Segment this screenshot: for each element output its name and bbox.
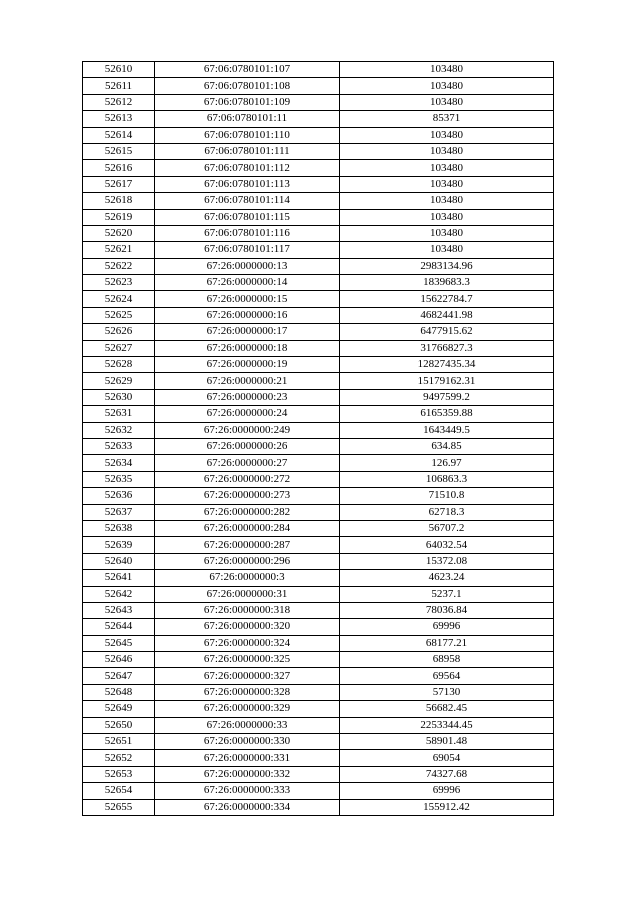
value-cell: 1839683.3 [340, 275, 554, 291]
row-number-cell: 52617 [83, 176, 155, 192]
value-cell: 106863.3 [340, 471, 554, 487]
row-number-cell: 52638 [83, 520, 155, 536]
cadastral-number-cell: 67:26:0000000:328 [155, 684, 340, 700]
cadastral-number-cell: 67:26:0000000:21 [155, 373, 340, 389]
row-number-cell: 52641 [83, 570, 155, 586]
value-cell: 103480 [340, 193, 554, 209]
value-cell: 31766827.3 [340, 340, 554, 356]
cadastral-number-cell: 67:26:0000000:273 [155, 488, 340, 504]
row-number-cell: 52646 [83, 652, 155, 668]
value-cell: 6477915.62 [340, 324, 554, 340]
row-number-cell: 52620 [83, 225, 155, 241]
table-row [83, 750, 554, 766]
row-number-cell: 52630 [83, 389, 155, 405]
cadastral-number-cell: 67:26:0000000:13 [155, 258, 340, 274]
row-number-cell: 52639 [83, 537, 155, 553]
cadastral-number-cell: 67:06:0780101:108 [155, 78, 340, 94]
table-row [83, 127, 554, 143]
row-number-cell: 52635 [83, 471, 155, 487]
row-number-cell: 52648 [83, 684, 155, 700]
cadastral-number-cell: 67:06:0780101:11 [155, 111, 340, 127]
value-cell: 2253344.45 [340, 717, 554, 733]
row-number-cell: 52614 [83, 127, 155, 143]
cadastral-number-cell: 67:26:0000000:249 [155, 422, 340, 438]
row-number-cell: 52612 [83, 94, 155, 110]
table-row [83, 78, 554, 94]
row-number-cell: 52634 [83, 455, 155, 471]
value-cell: 103480 [340, 225, 554, 241]
row-number-cell: 52629 [83, 373, 155, 389]
cadastral-number-cell: 67:26:0000000:27 [155, 455, 340, 471]
cadastral-number-cell: 67:06:0780101:112 [155, 160, 340, 176]
cadastral-number-cell: 67:06:0780101:114 [155, 193, 340, 209]
cadastral-number-cell: 67:26:0000000:334 [155, 799, 340, 815]
value-cell: 56682.45 [340, 701, 554, 717]
table-row [83, 373, 554, 389]
row-number-cell: 52626 [83, 324, 155, 340]
table-row [83, 701, 554, 717]
row-number-cell: 52653 [83, 766, 155, 782]
row-number-cell: 52619 [83, 209, 155, 225]
row-number-cell: 52649 [83, 701, 155, 717]
row-number-cell: 52616 [83, 160, 155, 176]
row-number-cell: 52625 [83, 307, 155, 323]
cadastral-number-cell: 67:26:0000000:327 [155, 668, 340, 684]
cadastral-value-table [82, 61, 554, 816]
table-row [83, 357, 554, 373]
cadastral-number-cell: 67:06:0780101:116 [155, 225, 340, 241]
value-cell: 15622784.7 [340, 291, 554, 307]
value-cell: 2983134.96 [340, 258, 554, 274]
cadastral-number-cell: 67:26:0000000:331 [155, 750, 340, 766]
cadastral-number-cell: 67:26:0000000:296 [155, 553, 340, 569]
table-row [83, 111, 554, 127]
row-number-cell: 52623 [83, 275, 155, 291]
value-cell: 103480 [340, 160, 554, 176]
value-cell: 85371 [340, 111, 554, 127]
table-row [83, 340, 554, 356]
table-row [83, 455, 554, 471]
row-number-cell: 52650 [83, 717, 155, 733]
table-row [83, 504, 554, 520]
table-row [83, 684, 554, 700]
table-row [83, 291, 554, 307]
cadastral-number-cell: 67:06:0780101:107 [155, 62, 340, 78]
row-number-cell: 52631 [83, 406, 155, 422]
row-number-cell: 52636 [83, 488, 155, 504]
value-cell: 12827435.34 [340, 357, 554, 373]
cadastral-number-cell: 67:26:0000000:287 [155, 537, 340, 553]
value-cell: 155912.42 [340, 799, 554, 815]
value-cell: 69564 [340, 668, 554, 684]
value-cell: 64032.54 [340, 537, 554, 553]
table-row [83, 783, 554, 799]
table-row [83, 193, 554, 209]
table-row [83, 242, 554, 258]
cadastral-number-cell: 67:26:0000000:3 [155, 570, 340, 586]
table-row [83, 553, 554, 569]
cadastral-number-cell: 67:26:0000000:14 [155, 275, 340, 291]
cadastral-number-cell: 67:26:0000000:16 [155, 307, 340, 323]
row-number-cell: 52645 [83, 635, 155, 651]
table-row [83, 176, 554, 192]
cadastral-number-cell: 67:26:0000000:24 [155, 406, 340, 422]
cadastral-number-cell: 67:06:0780101:117 [155, 242, 340, 258]
table-row [83, 537, 554, 553]
row-number-cell: 52618 [83, 193, 155, 209]
row-number-cell: 52624 [83, 291, 155, 307]
cadastral-number-cell: 67:26:0000000:17 [155, 324, 340, 340]
cadastral-number-cell: 67:26:0000000:320 [155, 619, 340, 635]
value-cell: 78036.84 [340, 602, 554, 618]
row-number-cell: 52642 [83, 586, 155, 602]
row-number-cell: 52615 [83, 143, 155, 159]
value-cell: 71510.8 [340, 488, 554, 504]
value-cell: 103480 [340, 94, 554, 110]
cadastral-number-cell: 67:26:0000000:18 [155, 340, 340, 356]
table-row [83, 471, 554, 487]
table-row [83, 62, 554, 78]
table-row [83, 635, 554, 651]
row-number-cell: 52610 [83, 62, 155, 78]
row-number-cell: 52640 [83, 553, 155, 569]
cadastral-number-cell: 67:26:0000000:325 [155, 652, 340, 668]
cadastral-number-cell: 67:26:0000000:26 [155, 438, 340, 454]
table-row [83, 324, 554, 340]
cadastral-number-cell: 67:26:0000000:33 [155, 717, 340, 733]
value-cell: 69996 [340, 783, 554, 799]
value-cell: 56707.2 [340, 520, 554, 536]
table-row [83, 422, 554, 438]
row-number-cell: 52633 [83, 438, 155, 454]
row-number-cell: 52621 [83, 242, 155, 258]
cadastral-number-cell: 67:06:0780101:110 [155, 127, 340, 143]
value-cell: 74327.68 [340, 766, 554, 782]
table-row [83, 275, 554, 291]
row-number-cell: 52643 [83, 602, 155, 618]
value-cell: 1643449.5 [340, 422, 554, 438]
table-row [83, 520, 554, 536]
value-cell: 9497599.2 [340, 389, 554, 405]
row-number-cell: 52622 [83, 258, 155, 274]
value-cell: 69996 [340, 619, 554, 635]
value-cell: 103480 [340, 209, 554, 225]
value-cell: 15372.08 [340, 553, 554, 569]
value-cell: 103480 [340, 143, 554, 159]
row-number-cell: 52611 [83, 78, 155, 94]
table-row [83, 160, 554, 176]
cadastral-number-cell: 67:26:0000000:332 [155, 766, 340, 782]
cadastral-number-cell: 67:06:0780101:115 [155, 209, 340, 225]
table-row [83, 225, 554, 241]
row-number-cell: 52647 [83, 668, 155, 684]
cadastral-number-cell: 67:26:0000000:329 [155, 701, 340, 717]
table-row [83, 143, 554, 159]
table-row [83, 209, 554, 225]
table-row [83, 406, 554, 422]
row-number-cell: 52644 [83, 619, 155, 635]
row-number-cell: 52652 [83, 750, 155, 766]
value-cell: 57130 [340, 684, 554, 700]
value-cell: 62718.3 [340, 504, 554, 520]
value-cell: 103480 [340, 176, 554, 192]
value-cell: 5237.1 [340, 586, 554, 602]
row-number-cell: 52651 [83, 734, 155, 750]
value-cell: 6165359.88 [340, 406, 554, 422]
row-number-cell: 52637 [83, 504, 155, 520]
row-number-cell: 52632 [83, 422, 155, 438]
table-row [83, 488, 554, 504]
cadastral-number-cell: 67:26:0000000:284 [155, 520, 340, 536]
table-row [83, 734, 554, 750]
cadastral-number-cell: 67:26:0000000:272 [155, 471, 340, 487]
table-row [83, 307, 554, 323]
table-row [83, 619, 554, 635]
value-cell: 103480 [340, 62, 554, 78]
value-cell: 126.97 [340, 455, 554, 471]
table-body [83, 62, 554, 816]
value-cell: 103480 [340, 78, 554, 94]
cadastral-number-cell: 67:26:0000000:333 [155, 783, 340, 799]
row-number-cell: 52628 [83, 357, 155, 373]
cadastral-number-cell: 67:26:0000000:23 [155, 389, 340, 405]
value-cell: 15179162.31 [340, 373, 554, 389]
cadastral-number-cell: 67:26:0000000:330 [155, 734, 340, 750]
table-row [83, 389, 554, 405]
cadastral-number-cell: 67:26:0000000:31 [155, 586, 340, 602]
row-number-cell: 52627 [83, 340, 155, 356]
table-row [83, 717, 554, 733]
cadastral-number-cell: 67:26:0000000:324 [155, 635, 340, 651]
table-row [83, 668, 554, 684]
value-cell: 68177.21 [340, 635, 554, 651]
cadastral-number-cell: 67:06:0780101:113 [155, 176, 340, 192]
cadastral-number-cell: 67:26:0000000:318 [155, 602, 340, 618]
value-cell: 4623.24 [340, 570, 554, 586]
table-row [83, 602, 554, 618]
table-row [83, 766, 554, 782]
row-number-cell: 52654 [83, 783, 155, 799]
value-cell: 58901.48 [340, 734, 554, 750]
value-cell: 69054 [340, 750, 554, 766]
cadastral-number-cell: 67:06:0780101:111 [155, 143, 340, 159]
value-cell: 103480 [340, 127, 554, 143]
cadastral-number-cell: 67:26:0000000:19 [155, 357, 340, 373]
value-cell: 634.85 [340, 438, 554, 454]
cadastral-number-cell: 67:06:0780101:109 [155, 94, 340, 110]
value-cell: 4682441.98 [340, 307, 554, 323]
value-cell: 103480 [340, 242, 554, 258]
cadastral-number-cell: 67:26:0000000:282 [155, 504, 340, 520]
table-row [83, 94, 554, 110]
table-row [83, 652, 554, 668]
row-number-cell: 52613 [83, 111, 155, 127]
table-row [83, 799, 554, 815]
table-row [83, 586, 554, 602]
document-page [82, 61, 553, 816]
cadastral-number-cell: 67:26:0000000:15 [155, 291, 340, 307]
row-number-cell: 52655 [83, 799, 155, 815]
table-row [83, 570, 554, 586]
table-row [83, 438, 554, 454]
value-cell: 68958 [340, 652, 554, 668]
table-row [83, 258, 554, 274]
